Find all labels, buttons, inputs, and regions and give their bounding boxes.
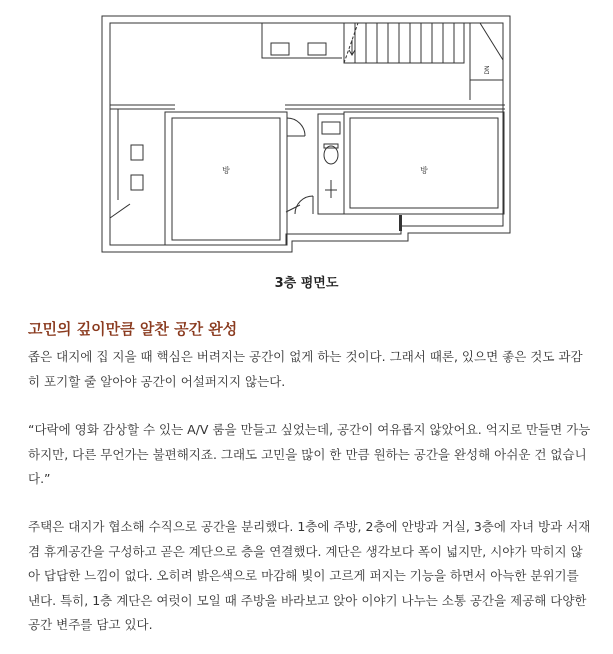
chair [271,43,289,55]
left-room-outline [165,112,287,245]
chair [308,43,326,55]
chair [131,175,143,190]
chair [131,145,143,160]
room-right-label: 방 [420,166,428,175]
figure-caption: 3층 평면도 [274,276,339,291]
toilet [324,146,338,164]
left-room-door [287,118,305,136]
stair-break [344,23,358,63]
section-heading: 고민의 깊이만큼 알찬 공간 완성 [28,320,238,338]
right-room-door [295,196,313,214]
sink [322,122,340,134]
paragraph: 좁은 대지에 집 지을 때 핵심은 버려지는 공간이 없게 하는 것이다. 그래서 때론, 있으면 좋은 것도 과감히 포기할 줄 알아야 공간이 어설퍼지지 않는다. [28,349,583,389]
right-room-outline [344,112,504,214]
left-room-inner [172,118,280,240]
desk-top [262,23,342,58]
stair-right [470,23,503,100]
stair-treads [355,23,454,63]
floor-plan-drawing [0,0,613,262]
wall-marker [399,215,402,231]
outer-wall [102,16,510,252]
room-left-label: 방 [222,166,230,175]
paragraph-quote: “다락에 영화 감상할 수 있는 A/V 룸을 만들고 싶었는데, 공간이 여유롭지 않았어요. 억지로 만들면 가능하지만, 다른 무언가는 불편해지죠. 그래도 고민을 많이 한 만큼 원하는 공간을 완성해 아쉬운 건 없습니다.” [28,422,591,486]
stair-direction-label: DN [484,65,491,75]
door-swing [110,204,300,218]
paragraph: 주택은 대지가 협소해 수직으로 공간을 분리했다. 1층에 주방, 2층에 안방과 거실, 3층에 자녀 방과 서재 겸 휴게공간을 구성하고 곧은 계단으로 층을 연결했다. 계단은 생각보다 폭이 넓지만, 시야가 막히지 않아 답답한 느낌이 없다. 오히려 밝은색으로 마감해 빛이 고르게 퍼지는 기능을 하면서 아늑한 분위기를 낸다. 특히, 1층 계단은 여럿이 모일 때 주방을 바라보고 앉아 이야기 나누는 소통 공간을 제공해 다양한 공간 변주를 담고 있다. [28,519,591,632]
staircase [344,23,464,63]
outer-wall-inner [110,23,503,245]
right-room-inner [350,118,498,208]
shower [325,180,337,198]
